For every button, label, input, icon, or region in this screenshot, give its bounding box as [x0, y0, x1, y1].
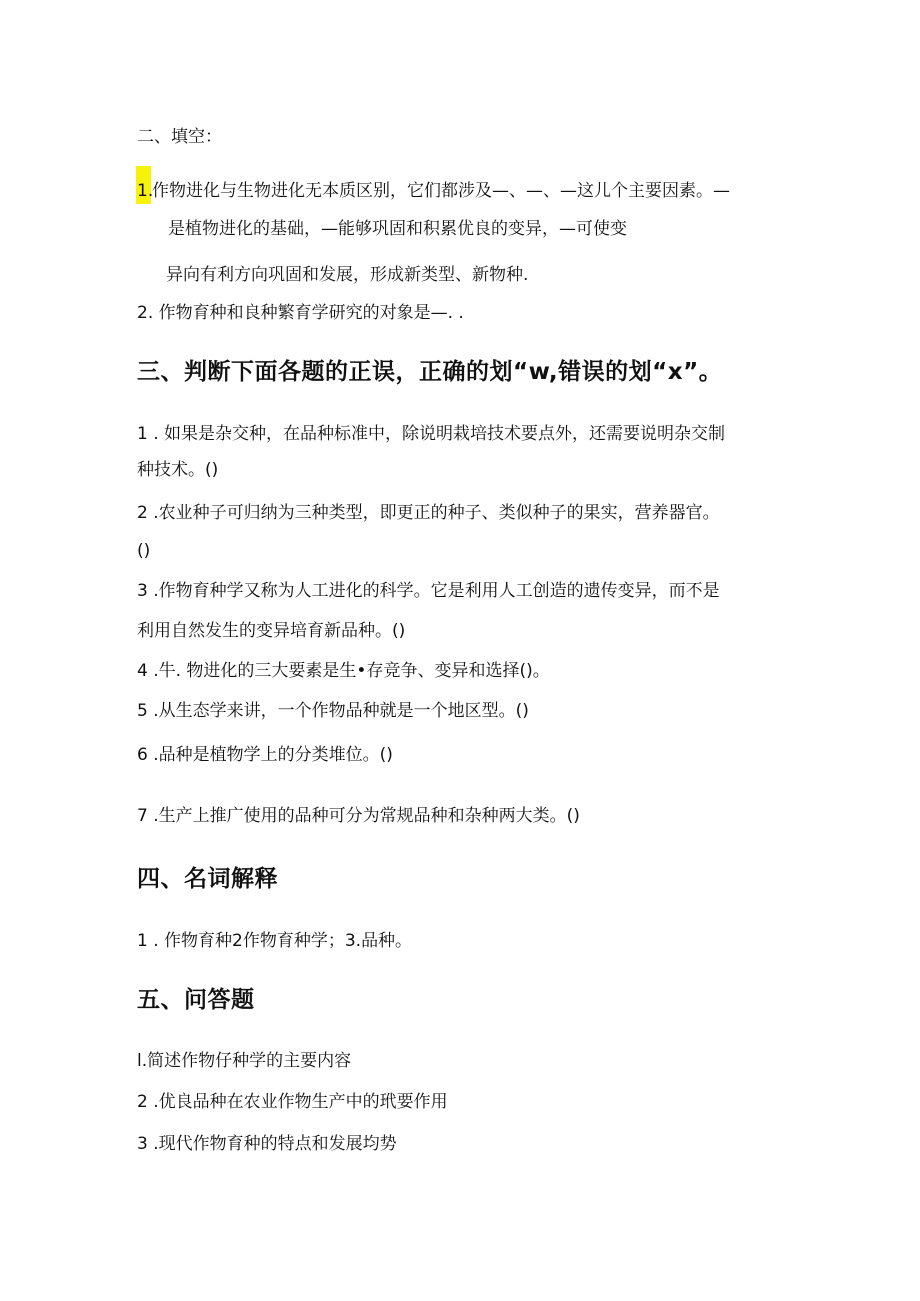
section-3-question-1-line-1: 1 . 如果是杂交种，在品种标准中，除说明栽培技术要点外，还需要说明杂交制 — [137, 424, 726, 444]
section-5-title: 五、问答题 — [137, 987, 255, 1013]
section-2-question-1-line-2: 是植物进化的基础，—能够巩固和积累优良的变异，—可使变 — [168, 219, 627, 239]
section-2-title: 二、填空： — [137, 127, 222, 147]
section-2-question-2: 2. 作物育种和良种繁育学研究的对象是—. . — [137, 303, 464, 323]
section-2-question-1-number: 1. — [137, 181, 154, 201]
section-2-question-1-line-3: 异向有利方向巩固和发展，形成新类型、新物种. — [166, 265, 529, 285]
section-5-question-2: 2 .优良品种在农业作物生产中的玳要作用 — [137, 1092, 448, 1112]
section-3-question-7: 7 .生产上推广使用的品种可分为常规品种和杂种两大类。() — [137, 806, 580, 826]
section-3-question-2-line-2: () — [137, 541, 151, 561]
section-2-question-1-line-1: 作物进化与生物进化无本质区别，它们都涉及—、—、—这儿个主要因素。— — [152, 181, 730, 201]
section-3-question-4: 4 .牛. 物进化的三大要素是生•存竞争、变异和选择()。 — [137, 661, 550, 681]
section-3-question-1-line-2: 种技术。() — [137, 460, 219, 480]
section-4-question-1: 1 . 作物育种2作物育种学；3.品种。 — [137, 931, 413, 951]
section-3-question-2-line-1: 2 .农业种子可归纳为三种类型，即更正的种子、类似种子的果实，营养器官。 — [137, 503, 720, 523]
section-4-title: 四、名词解释 — [137, 866, 278, 892]
section-5-question-1: l.简述作物仔种学的主要内容 — [137, 1051, 352, 1071]
section-5-question-3: 3 .现代作物育种的特点和发展均势 — [137, 1134, 397, 1154]
section-3-question-6: 6 .品种是植物学上的分类堆位。() — [137, 745, 393, 765]
section-3-question-3-line-2: 利用自然发生的变异培育新品种。() — [137, 621, 406, 641]
section-3-question-3-line-1: 3 .作物育种学又称为人工进化的科学。它是利用人工创造的遗传变异，而不是 — [137, 581, 720, 601]
section-3-question-5: 5 .从生态学来讲，一个作物品种就是一个地区型。() — [137, 701, 529, 721]
section-3-title: 三、判断下面各题的正误，正确的划“w,错误的划“x”。 — [137, 359, 723, 385]
